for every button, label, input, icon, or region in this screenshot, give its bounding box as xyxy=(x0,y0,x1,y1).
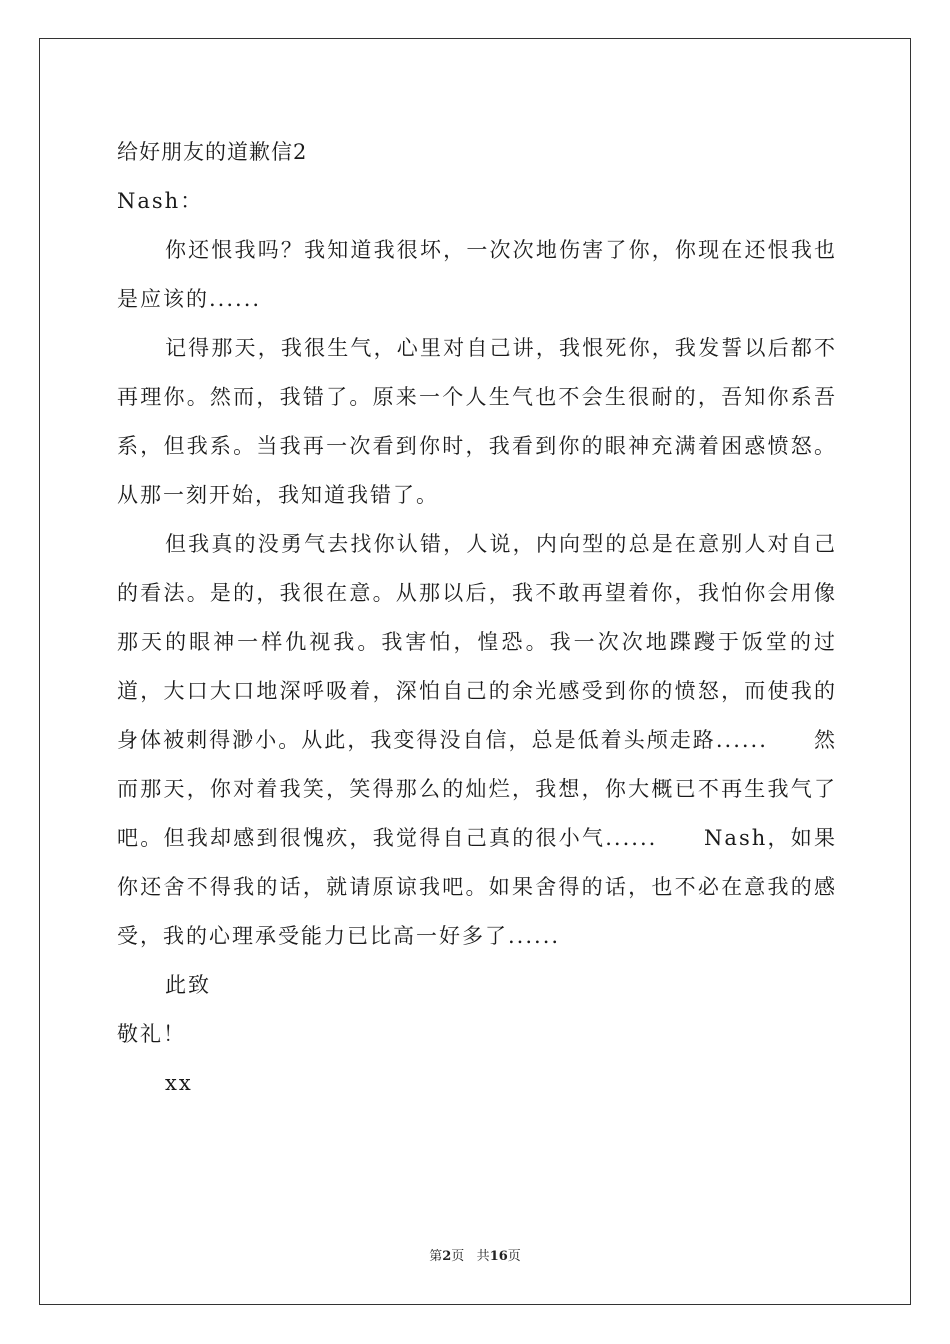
total-pages: 16 xyxy=(489,1249,508,1264)
letter-paragraph-1: 你还恨我吗？我知道我很坏，一次次地伤害了你，你现在还恨我也是应该的...... xyxy=(117,238,837,311)
letter-regards: 敬礼！ xyxy=(117,1022,186,1046)
page-prefix: 第 xyxy=(429,1249,443,1264)
total-prefix: 共 xyxy=(476,1249,490,1264)
total-suffix: 页 xyxy=(507,1249,521,1264)
letter-title: 给好朋友的道歉信2 xyxy=(117,140,308,164)
letter-closing: 此致 xyxy=(165,973,211,997)
letter-salutation: Nash： xyxy=(117,189,204,213)
page-suffix: 页 xyxy=(451,1249,465,1264)
page-number: 2 xyxy=(442,1249,452,1264)
letter-body xyxy=(117,128,837,1108)
letter-paragraph-2: 记得那天，我很生气，心里对自己讲，我恨死你，我发誓以后都不再理你。然而，我错了。原来一个人生气也不会生很耐的，吾知你系吾系，但我系。当我再一次看到你时，我看到你的眼神充满着困惑愤怒。从那一刻开始，我知道我错了。 xyxy=(117,336,837,507)
page-footer xyxy=(0,1248,950,1266)
letter-signature: xx xyxy=(165,1071,193,1095)
letter-paragraph-3: 但我真的没勇气去找你认错，人说，内向型的总是在意别人对自己的看法。是的，我很在意。从那以后，我不敢再望着你，我怕你会用像那天的眼神一样仇视我。我害怕，惶恐。我一次次地蹀躞于饭堂的过道，大口大口地深呼吸着，深怕自己的余光感受到你的愤怒，而使我的身体被刺得渺小。从此，我变得没自信，总是低着头颅走路...... 然而那天，你对着我笑，笑得那么的灿烂，我想，你大概已不再生我气了吧。但我却感到很愧疚，我觉得自己真的很小气...... Nash，如果你还舍不得我的话，就请原谅我吧。如果舍得的话，也不必在意我的感受，我的心理承受能力已比高一好多了...... xyxy=(117,532,837,948)
